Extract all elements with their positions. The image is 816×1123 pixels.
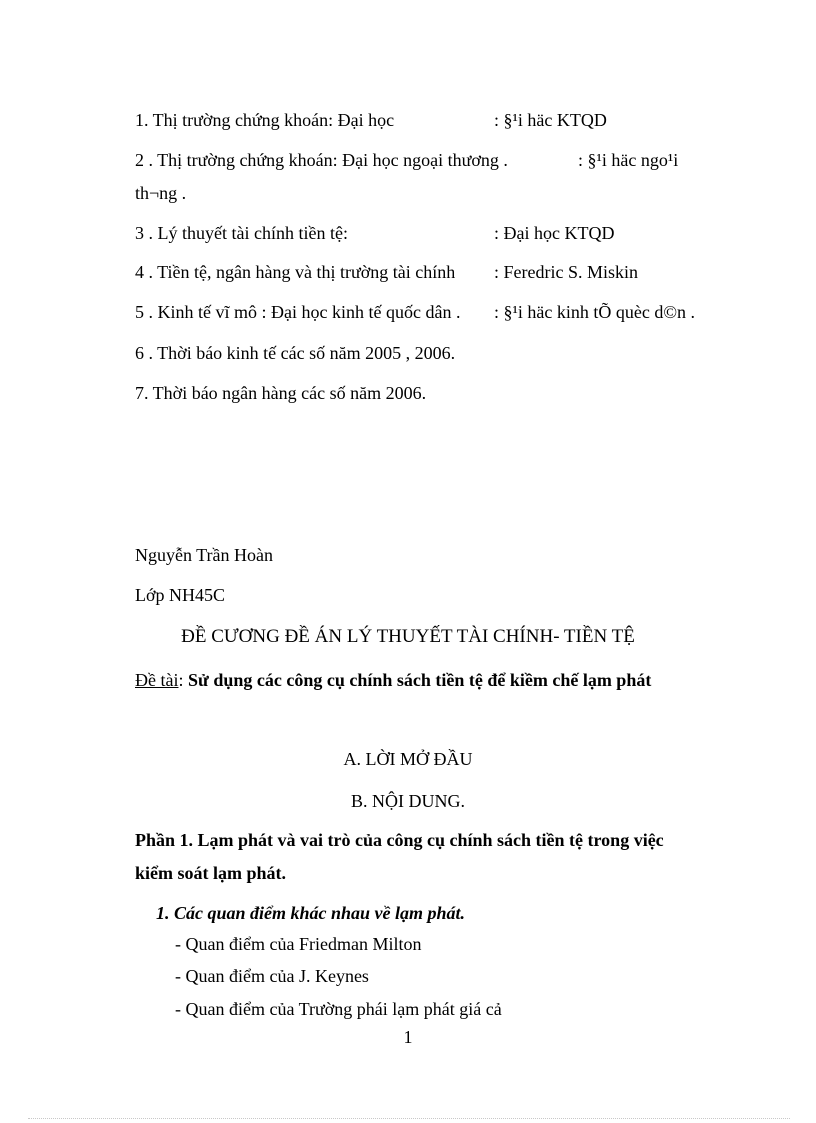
section-b-heading: B. NỘI DUNG. [351,791,465,811]
reference-7-label: 7. Thời báo ngân hàng các số năm 2006. [135,383,427,403]
reference-4-source: : Feredric S. Miskin [494,262,638,282]
reference-3-source: : Đại học KTQD [494,223,615,243]
page-number: 1 [403,1027,413,1047]
part1-heading-line1: Phần 1. Lạm phát và vai trò của công cụ chính sách tiền tệ trong việc [135,830,664,850]
reference-5-label: 5 . Kinh tế vĩ mô : Đại học kinh tế quốc dân . [135,302,461,322]
reference-4-label: 4 . Tiền tệ, ngân hàng và thị trường tài chính [135,262,456,282]
reference-5-source: : §¹i häc kinh tÕ quèc d©n . [494,302,696,322]
topic-colon: : [178,670,188,690]
reference-1-source: : §¹i häc KTQD [494,110,607,130]
topic-label: Đề tài [135,670,179,690]
reference-2-source: : §¹i häc ngo¹i [578,150,679,170]
topic-text: Sử dụng các công cụ chính sách tiền tệ để kiềm chế lạm phát [188,670,652,690]
bullet-price-school: - Quan điểm của Trường phái lạm phát giá cả [175,999,502,1019]
reference-2-label: 2 . Thị trường chứng khoán: Đại học ngoại thương . [135,150,508,170]
topic-line [135,669,651,691]
author-class: Lớp NH45C [135,585,226,605]
footer-divider [28,1118,790,1119]
outline-title: ĐỀ CƯƠNG ĐỀ ÁN LÝ THUYẾT TÀI CHÍNH- TIỀN TỆ [181,626,635,647]
reference-1-label: 1. Thị trường chứng khoán: Đại học [135,110,395,130]
reference-2-continuation: th¬ng . [135,183,187,203]
reference-3-label: 3 . Lý thuyết tài chính tiền tệ: [135,223,348,243]
bullet-keynes: - Quan điểm của J. Keynes [175,966,369,986]
subsection-1-heading: 1. Các quan điểm khác nhau về lạm phát. [156,903,466,923]
author-name: Nguyễn Trần Hoàn [135,545,273,565]
section-a-heading: A. LỜI MỞ ĐẦU [343,749,473,769]
reference-6-label: 6 . Thời báo kinh tế các số năm 2005 , 2006. [135,343,456,363]
part1-heading-line2: kiểm soát lạm phát. [135,863,287,883]
bullet-friedman: - Quan điểm của Friedman Milton [175,934,422,954]
